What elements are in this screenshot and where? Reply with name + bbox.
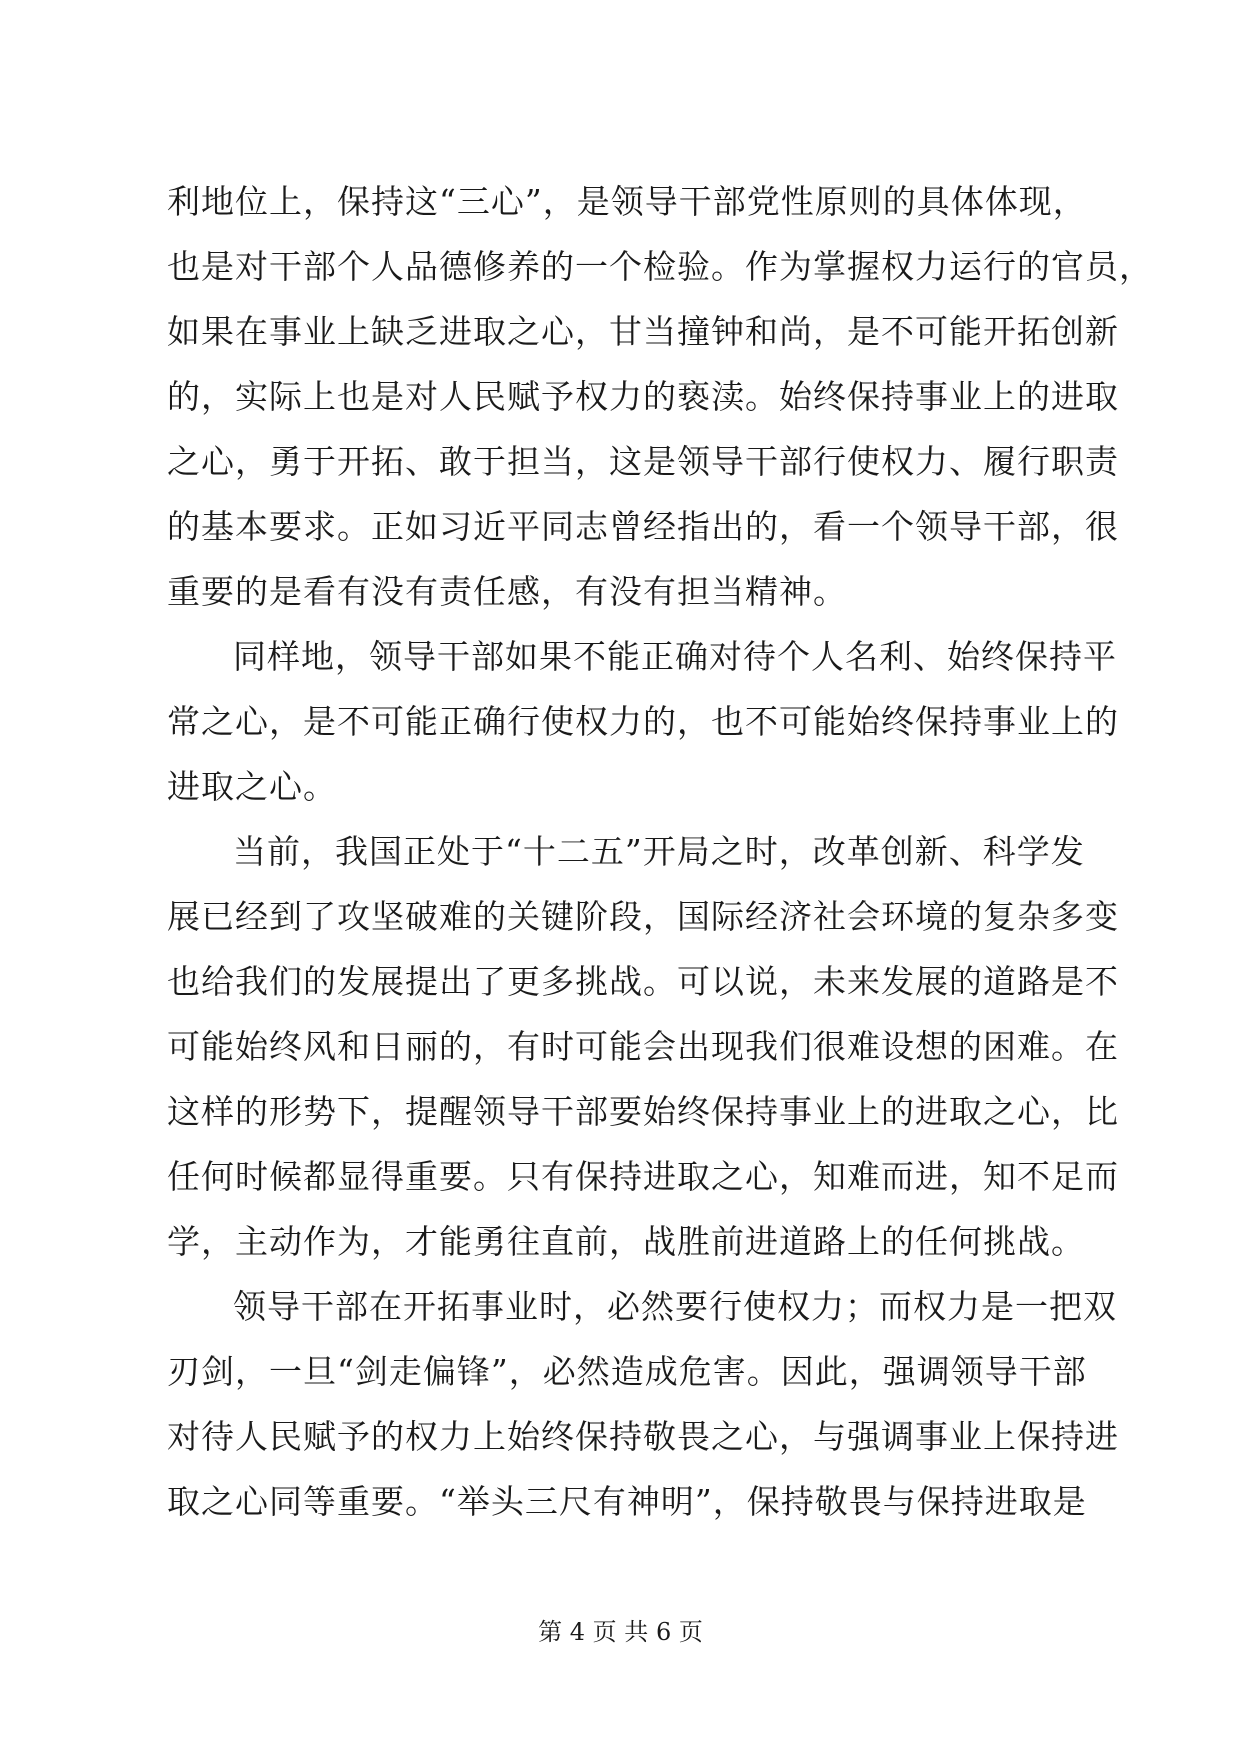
text-line: 重要的是看有没有责任感，有没有担当精神。 bbox=[167, 572, 847, 611]
text-line: 展已经到了攻坚破难的关键阶段，国际经济社会环境的复杂多变 bbox=[167, 897, 1119, 936]
text-line: 刃剑，一旦“剑走偏锋”，必然造成危害。因此，强调领导干部 bbox=[167, 1352, 1087, 1391]
text-line: 常之心，是不可能正确行使权力的，也不可能始终保持事业上的 bbox=[167, 702, 1119, 741]
text-line: 领导干部在开拓事业时，必然要行使权力；而权力是一把双 bbox=[233, 1287, 1117, 1326]
text-line: 如果在事业上缺乏进取之心，甘当撞钟和尚，是不可能开拓创新 bbox=[167, 312, 1119, 351]
text-line: 可能始终风和日丽的，有时可能会出现我们很难设想的困难。在 bbox=[167, 1027, 1119, 1066]
text-line: 对待人民赋予的权力上始终保持敬畏之心，与强调事业上保持进 bbox=[167, 1417, 1119, 1456]
text-line: 当前，我国正处于“十二五”开局之时，改革创新、科学发 bbox=[233, 832, 1085, 871]
text-line: 取之心同等重要。“举头三尺有神明”，保持敬畏与保持进取是 bbox=[167, 1482, 1087, 1521]
text-line: 利地位上，保持这“三心”，是领导干部党性原则的具体体现， bbox=[167, 182, 1087, 221]
text-line: 也给我们的发展提出了更多挑战。可以说，未来发展的道路是不 bbox=[167, 962, 1119, 1001]
page-number-footer: 第 4 页 共 6 页 bbox=[538, 1618, 703, 1646]
text-line: 学，主动作为，才能勇往直前，战胜前进道路上的任何挑战。 bbox=[167, 1222, 1085, 1261]
text-line: 同样地，领导干部如果不能正确对待个人名利、始终保持平 bbox=[233, 637, 1117, 676]
text-line: 进取之心。 bbox=[167, 767, 337, 806]
text-line: 也是对干部个人品德修养的一个检验。作为掌握权力运行的官员， bbox=[167, 247, 1153, 286]
text-line: 任何时候都显得重要。只有保持进取之心，知难而进，知不足而 bbox=[167, 1157, 1119, 1196]
text-line: 之心，勇于开拓、敢于担当，这是领导干部行使权力、履行职责 bbox=[167, 442, 1119, 481]
text-line: 的，实际上也是对人民赋予权力的亵渎。始终保持事业上的进取 bbox=[167, 377, 1119, 416]
text-line: 这样的形势下，提醒领导干部要始终保持事业上的进取之心，比 bbox=[167, 1092, 1119, 1131]
text-line: 的基本要求。正如习近平同志曾经指出的，看一个领导干部，很 bbox=[167, 507, 1119, 546]
